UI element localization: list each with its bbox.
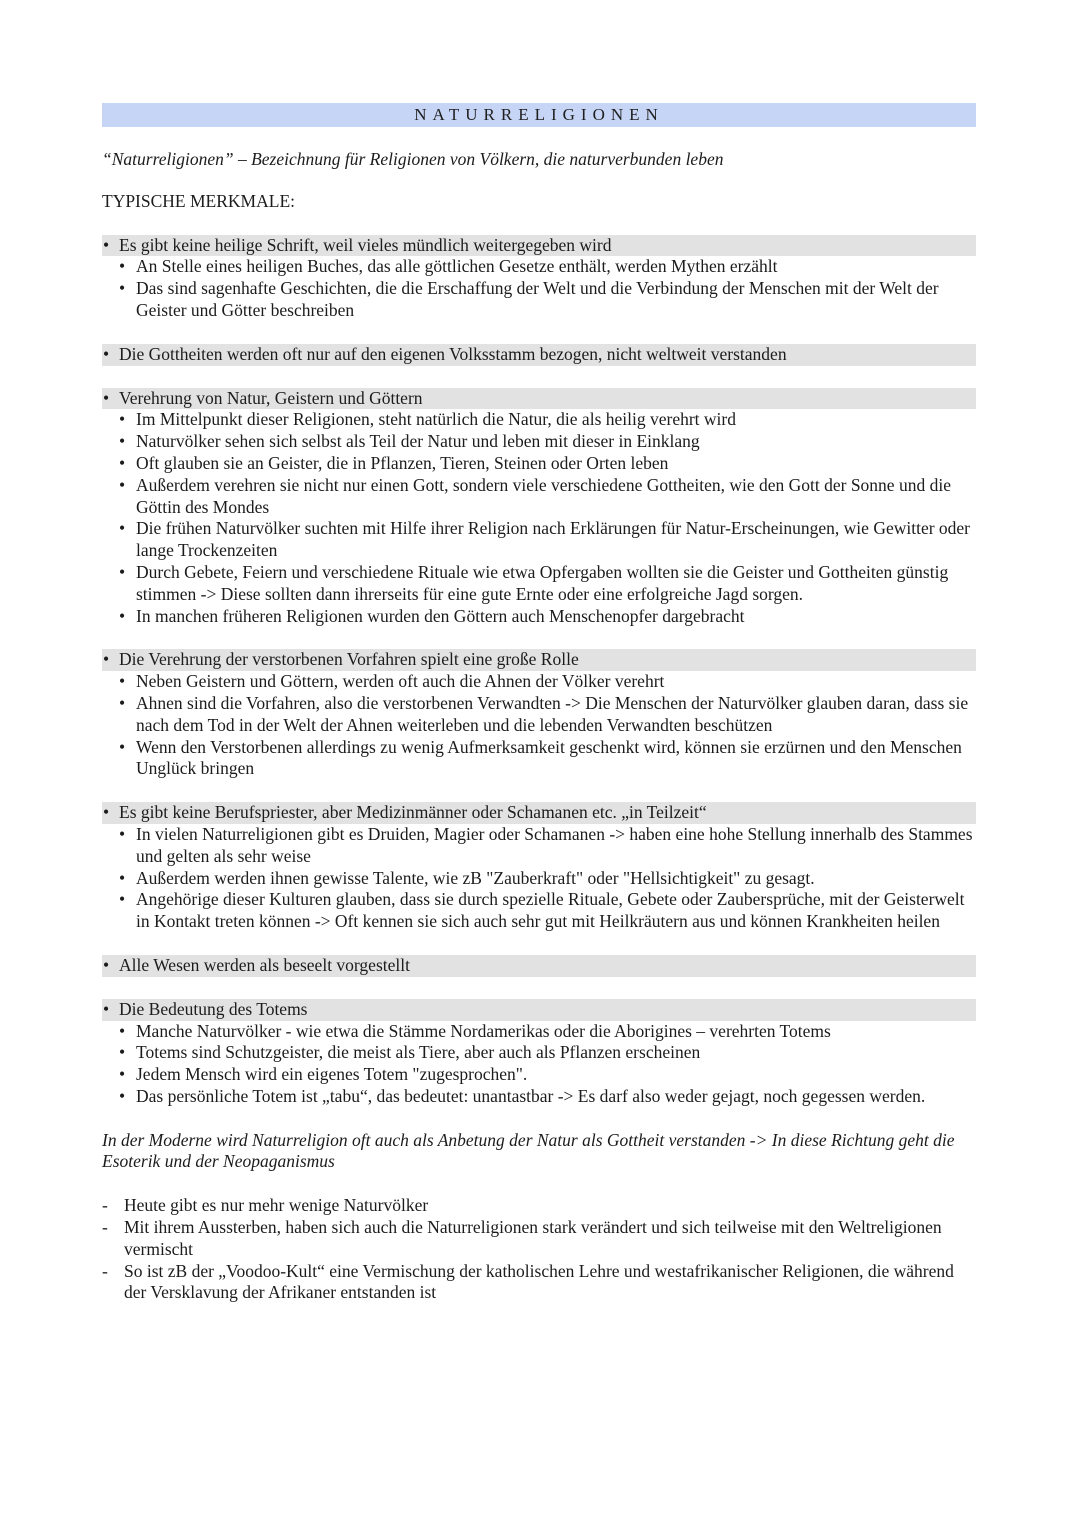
page-title: NATURRELIGIONEN — [102, 103, 976, 127]
sub-bullet-item: • Manche Naturvölker - wie etwa die Stämme Nordamerikas oder die Aborigines – verehrten Totems — [102, 1021, 976, 1043]
feature-section — [102, 649, 976, 780]
sub-bullet-item: • An Stelle eines heiligen Buches, das alle göttlichen Gesetze enthält, werden Mythen erzählt — [102, 256, 976, 278]
main-bullet-item: • Die Verehrung der verstorbenen Vorfahren spielt eine große Rolle — [102, 649, 976, 671]
definition-text: “Naturreligionen” – Bezeichnung für Religionen von Völkern, die naturverbunden leben — [102, 149, 724, 169]
feature-section — [102, 802, 976, 933]
sub-bullet-list — [102, 671, 976, 780]
sub-bullet-list — [102, 824, 976, 933]
main-bullet-item: • Es gibt keine Berufspriester, aber Medizinmänner oder Schamanen etc. „in Teilzeit“ — [102, 802, 976, 824]
feature-section — [102, 955, 976, 977]
dash-list-item: - Mit ihrem Aussterben, haben sich auch die Naturreligionen stark verändert und sich teilweise mit den Weltreligionen vermischt — [102, 1217, 976, 1261]
main-bullet-item: • Es gibt keine heilige Schrift, weil vieles mündlich weitergegeben wird — [102, 235, 976, 257]
sub-bullet-item: • Die frühen Naturvölker suchten mit Hilfe ihrer Religion nach Erklärungen für Natur-Erscheinungen, wie Gewitter oder lange Trockenzeiten — [102, 518, 976, 562]
sub-bullet-item: • Neben Geistern und Göttern, werden oft auch die Ahnen der Völker verehrt — [102, 671, 976, 693]
document-page — [102, 103, 976, 1304]
sub-bullet-item: • Im Mittelpunkt dieser Religionen, steht natürlich die Natur, die als heilig verehrt wird — [102, 409, 976, 431]
sub-bullet-item: • Jedem Mensch wird ein eigenes Totem "zugesprochen". — [102, 1064, 976, 1086]
main-bullet-item: • Alle Wesen werden als beseelt vorgestellt — [102, 955, 976, 977]
feature-sections — [102, 235, 976, 1108]
sub-bullet-item: • Das sind sagenhafte Geschichten, die die Erschaffung der Welt und die Verbindung der Menschen mit der Welt der Geister und Götter beschreiben — [102, 278, 976, 322]
feature-section — [102, 999, 976, 1108]
sub-bullet-item: • In manchen früheren Religionen wurden den Göttern auch Menschenopfer dargebracht — [102, 606, 976, 628]
main-bullet-item: • Verehrung von Natur, Geistern und Göttern — [102, 388, 976, 410]
sub-bullet-item: • Naturvölker sehen sich selbst als Teil der Natur und leben mit dieser in Einklang — [102, 431, 976, 453]
main-bullet-item: • Die Bedeutung des Totems — [102, 999, 976, 1021]
closing-text: In der Moderne wird Naturreligion oft auch als Anbetung der Natur als Gottheit verstanden -> In diese Richtung geht die Esoterik und der Neopaganismus — [102, 1129, 955, 1172]
dash-list-item: - So ist zB der „Voodoo-Kult“ eine Vermischung der katholischen Lehre und westafrikanischer Religionen, die während der Versklavung der Afrikaner entstanden ist — [102, 1261, 976, 1305]
feature-section — [102, 388, 976, 628]
sub-bullet-item: • Außerdem verehren sie nicht nur einen Gott, sondern viele verschiedene Gottheiten, wie den Gott der Sonne und die Göttin des Mondes — [102, 475, 976, 519]
sub-bullet-item: • Angehörige dieser Kulturen glauben, dass sie durch spezielle Rituale, Gebete oder Zaubersprüche, mit der Geisterwelt in Kontakt treten können -> Oft kennen sie sich auch sehr gut mit Heilkräutern aus und können Krankheiten heilen — [102, 889, 976, 933]
sub-bullet-item: • Durch Gebete, Feiern und verschiedene Rituale wie etwa Opfergaben wollten sie die Geister und Gottheiten günstig stimmen -> Diese sollten dann ihrerseits für eine gute Ernte oder eine erfolgreiche Jagd sorgen. — [102, 562, 976, 606]
sub-bullet-list — [102, 256, 976, 321]
main-bullet-item: • Die Gottheiten werden oft nur auf den eigenen Volksstamm bezogen, nicht weltweit verstanden — [102, 344, 976, 366]
sub-bullet-list — [102, 409, 976, 627]
section-heading: TYPISCHE MERKMALE: — [102, 190, 295, 211]
sub-bullet-item: • Ahnen sind die Vorfahren, also die verstorbenen Verwandten -> Die Menschen der Naturvölker glauben daran, dass sie nach dem Tod in der Welt der Ahnen weiterleben und die lebenden Verwandten beschützen — [102, 693, 976, 737]
sub-bullet-item: • Das persönliche Totem ist „tabu“, das bedeutet: unantastbar -> Es darf also weder gejagt, noch gegessen werden. — [102, 1086, 976, 1108]
feature-section — [102, 235, 976, 322]
dash-list — [102, 1195, 976, 1304]
sub-bullet-item: • Totems sind Schutzgeister, die meist als Tiere, aber auch als Pflanzen erscheinen — [102, 1042, 976, 1064]
dash-list-item: - Heute gibt es nur mehr wenige Naturvölker — [102, 1195, 976, 1217]
sub-bullet-list — [102, 1021, 976, 1108]
sub-bullet-item: • In vielen Naturreligionen gibt es Druiden, Magier oder Schamanen -> haben eine hohe Stellung innerhalb des Stammes und gelten als sehr weise — [102, 824, 976, 868]
sub-bullet-item: • Wenn den Verstorbenen allerdings zu wenig Aufmerksamkeit geschenkt wird, können sie erzürnen und den Menschen Unglück bringen — [102, 737, 976, 781]
sub-bullet-item: • Oft glauben sie an Geister, die in Pflanzen, Tieren, Steinen oder Orten leben — [102, 453, 976, 475]
sub-bullet-item: • Außerdem werden ihnen gewisse Talente, wie zB "Zauberkraft" oder "Hellsichtigkeit" zu gesagt. — [102, 868, 976, 890]
feature-section — [102, 344, 976, 366]
